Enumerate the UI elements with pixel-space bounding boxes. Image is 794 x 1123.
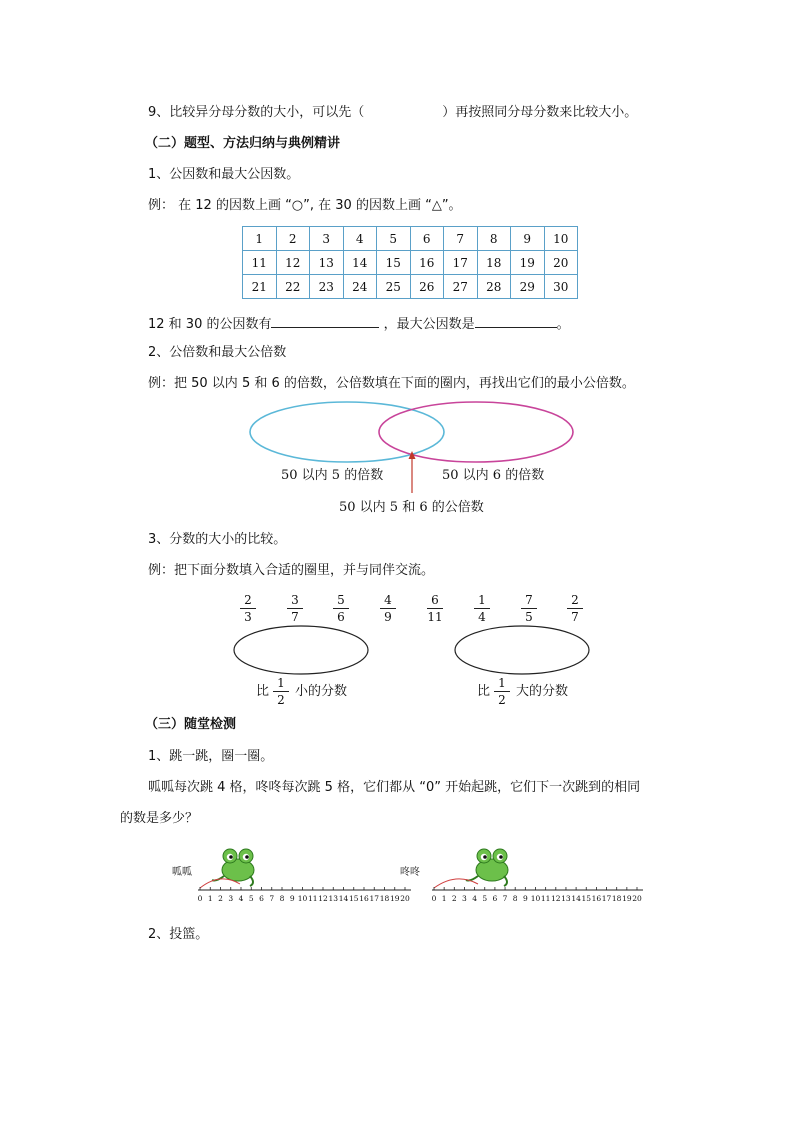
- tick-label-guagua[interactable]: 16: [359, 894, 369, 903]
- fraction-numerator: 6: [431, 593, 439, 607]
- tick-label-guagua[interactable]: 10: [297, 894, 308, 903]
- tick-label-dongdong[interactable]: 5: [482, 894, 488, 903]
- tick-label-dongdong[interactable]: 19: [622, 894, 632, 903]
- half-fraction-right: [490, 676, 514, 707]
- fraction-denominator: 9: [384, 610, 392, 624]
- left-ellipse[interactable]: [250, 402, 444, 462]
- topic-1-example: 例： 在 12 的因数上画 “○”, 在 30 的因数上画 “△”。: [148, 198, 462, 213]
- grid-cell[interactable]: 4: [343, 227, 377, 251]
- fraction-denominator: 5: [525, 610, 533, 624]
- frog-dongdong: [466, 849, 508, 886]
- tick-label-dongdong[interactable]: 1: [441, 894, 447, 903]
- dongdong-label: 咚咚: [400, 867, 420, 878]
- grid-cell[interactable]: 1: [243, 227, 277, 251]
- guagua-label: 呱呱: [172, 867, 192, 878]
- fraction-item[interactable]: [236, 593, 260, 624]
- tick-label-guagua[interactable]: 12: [318, 894, 328, 903]
- half-numerator: 1: [277, 676, 285, 690]
- question-9-text-before: 9、比较异分母分数的大小，可以先（: [148, 105, 365, 120]
- fraction-numerator: 5: [337, 593, 345, 607]
- tick-label-dongdong[interactable]: 16: [591, 894, 602, 903]
- tick-label-guagua[interactable]: 9: [289, 894, 295, 903]
- check-1-problem-line-2: 的数是多少？: [120, 811, 199, 826]
- venn-left-label: 50 以内 5 的倍数: [281, 468, 384, 483]
- grid-cell[interactable]: 16: [410, 251, 444, 275]
- tick-label-dongdong[interactable]: 9: [522, 894, 528, 903]
- topic-3-title: 3、分数的大小的比较。: [148, 532, 287, 547]
- question-9-text-after: ）再按照同分母分数来比较大小。: [442, 105, 638, 120]
- grid-cell[interactable]: 6: [410, 227, 444, 251]
- grid-cell[interactable]: 26: [410, 275, 444, 299]
- fraction-denominator: 7: [291, 610, 299, 624]
- section-2-title: （二）题型、方法归纳与典例精讲: [145, 136, 341, 151]
- common-factors-blank[interactable]: [271, 313, 379, 328]
- fraction-denominator: 6: [337, 610, 345, 624]
- section-3-title: （三）随堂检测: [145, 717, 237, 732]
- grid-cell[interactable]: 3: [310, 227, 344, 251]
- fraction-numerator: 2: [244, 593, 252, 607]
- tick-label-dongdong[interactable]: 8: [512, 894, 518, 903]
- tick-label-dongdong[interactable]: 11: [540, 894, 551, 903]
- tick-label-guagua[interactable]: 2: [218, 894, 223, 903]
- grid-cell[interactable]: 12: [276, 251, 310, 275]
- gcd-blank[interactable]: [475, 313, 557, 328]
- tick-label-dongdong[interactable]: 6: [492, 894, 498, 903]
- tick-label-dongdong[interactable]: 17: [601, 894, 612, 903]
- check-2-title: 2、投篮。: [148, 927, 209, 942]
- question-9: [148, 104, 637, 122]
- number-line-dongdong: [432, 887, 643, 890]
- fraction-item[interactable]: [423, 593, 447, 624]
- fraction-denominator: 11: [427, 610, 443, 624]
- fraction-item[interactable]: [283, 593, 307, 624]
- topic-1-title: 1、公因数和最大公因数。: [148, 167, 300, 182]
- topic-3-example: 例：把下面分数填入合适的圈里，并与同伴交流。: [148, 563, 435, 578]
- grid-cell[interactable]: 11: [243, 251, 277, 275]
- tick-label-dongdong[interactable]: 10: [530, 894, 541, 903]
- grid-cell[interactable]: 22: [276, 275, 310, 299]
- topic-2-example: 例：把 50 以内 5 和 6 的倍数，公倍数填在下面的圈内，再找出它们的最小公倍数。: [148, 376, 635, 391]
- tick-label-dongdong[interactable]: 2: [451, 894, 457, 903]
- grid-cell[interactable]: 30: [544, 275, 578, 299]
- half-denominator: 2: [498, 693, 506, 707]
- grid-cell[interactable]: 15: [377, 251, 411, 275]
- tick-label-dongdong[interactable]: 14: [571, 894, 581, 903]
- fill-end: 。: [556, 317, 570, 332]
- venn-common-label: 50 以内 5 和 6 的公倍数: [339, 500, 484, 515]
- less-than-half-post: 小的分数: [295, 684, 348, 699]
- fraction-numerator: 7: [525, 593, 533, 607]
- fraction-numerator: 2: [571, 593, 579, 607]
- grid-row: [243, 227, 578, 251]
- fraction-item[interactable]: [563, 593, 587, 624]
- grid-cell[interactable]: 14: [343, 251, 377, 275]
- tick-label-guagua[interactable]: 7: [269, 894, 275, 903]
- greater-pre: 比: [477, 684, 491, 699]
- grid-cell[interactable]: 7: [444, 227, 478, 251]
- half-numerator: 1: [498, 676, 506, 690]
- tick-label-guagua[interactable]: 0: [197, 894, 203, 903]
- fraction-ellipses: [0, 622, 794, 682]
- tick-label-guagua[interactable]: 5: [248, 894, 254, 903]
- fraction-denominator: 4: [478, 610, 486, 624]
- tick-label-guagua[interactable]: 17: [369, 894, 380, 903]
- check-1-problem-line-1: 呱呱每次跳 4 格，咚咚每次跳 5 格，它们都从 “0” 开始起跳，它们下一次跳到的相同: [148, 780, 641, 795]
- tick-label-guagua[interactable]: 15: [348, 894, 359, 903]
- less-than-half-ellipse[interactable]: [234, 626, 368, 674]
- grid-cell[interactable]: 21: [243, 275, 277, 299]
- grid-cell[interactable]: 5: [377, 227, 411, 251]
- grid-cell[interactable]: 29: [511, 275, 545, 299]
- half-denominator: 2: [277, 693, 285, 707]
- grid-cell[interactable]: 20: [544, 251, 578, 275]
- less-pre: 比: [256, 684, 270, 699]
- greater-than-half-ellipse[interactable]: [455, 626, 589, 674]
- tick-label-guagua[interactable]: 1: [207, 894, 213, 903]
- fraction-item[interactable]: [329, 593, 353, 624]
- grid-cell[interactable]: 27: [444, 275, 478, 299]
- fraction-numerator: 1: [478, 593, 486, 607]
- tick-label-dongdong[interactable]: 15: [581, 894, 592, 903]
- tick-label-guagua[interactable]: 11: [307, 894, 318, 903]
- right-ellipse[interactable]: [379, 402, 573, 462]
- tick-label-dongdong[interactable]: 20: [632, 894, 642, 903]
- grid-cell[interactable]: 24: [343, 275, 377, 299]
- tick-label-guagua[interactable]: 8: [279, 894, 285, 903]
- tick-label-dongdong[interactable]: 3: [462, 894, 467, 903]
- less-than-half-label: [256, 683, 269, 701]
- grid-cell[interactable]: 2: [276, 227, 310, 251]
- fraction-item[interactable]: [376, 593, 400, 624]
- grid-cell[interactable]: 13: [310, 251, 344, 275]
- tick-label-guagua[interactable]: 19: [389, 894, 400, 903]
- fraction-item[interactable]: [517, 593, 541, 624]
- fraction-item[interactable]: [470, 593, 494, 624]
- tick-label-guagua[interactable]: 20: [400, 894, 410, 903]
- fraction-denominator: 3: [244, 610, 252, 624]
- greater-than-half-post: 大的分数: [516, 684, 569, 699]
- grid-cell[interactable]: 18: [477, 251, 511, 275]
- grid-cell[interactable]: 8: [477, 227, 511, 251]
- number-grid: [242, 226, 578, 299]
- topic-1-fill-in: [148, 313, 570, 334]
- greater-than-half-label: [477, 683, 490, 701]
- tick-label-guagua[interactable]: 14: [338, 894, 349, 903]
- grid-cell[interactable]: 17: [444, 251, 478, 275]
- grid-cell[interactable]: 10: [544, 227, 578, 251]
- grid-row: [243, 251, 578, 275]
- grid-cell[interactable]: 9: [511, 227, 545, 251]
- tick-label-dongdong[interactable]: 7: [502, 894, 508, 903]
- half-fraction-left: [269, 676, 293, 707]
- number-line-guagua: [198, 887, 411, 890]
- tick-label-dongdong[interactable]: 13: [561, 894, 571, 903]
- fraction-denominator: 7: [571, 610, 579, 624]
- tick-label-dongdong[interactable]: 4: [472, 894, 477, 903]
- tick-label-dongdong[interactable]: 0: [431, 894, 437, 903]
- fill-text-1: 12 和 30 的公因数有: [148, 317, 272, 332]
- grid-cell[interactable]: 25: [377, 275, 411, 299]
- fraction-numerator: 3: [291, 593, 299, 607]
- tick-label-guagua[interactable]: 4: [238, 894, 244, 903]
- tick-label-dongdong[interactable]: 12: [551, 894, 561, 903]
- fill-text-2: ，最大公因数是: [383, 317, 475, 332]
- tick-label-guagua[interactable]: 13: [328, 894, 339, 903]
- tick-label-dongdong[interactable]: 18: [611, 894, 622, 903]
- grid-cell[interactable]: 28: [477, 275, 511, 299]
- grid-cell[interactable]: 19: [511, 251, 545, 275]
- venn-right-label: 50 以内 6 的倍数: [442, 468, 545, 483]
- tick-label-guagua[interactable]: 18: [379, 894, 390, 903]
- tick-label-guagua[interactable]: 6: [259, 894, 264, 903]
- check-1-title: 1、跳一跳，圈一圈。: [148, 749, 274, 764]
- fraction-numerator: 4: [384, 593, 392, 607]
- tick-label-guagua[interactable]: 3: [228, 894, 234, 903]
- grid-cell[interactable]: 23: [310, 275, 344, 299]
- grid-row: [243, 275, 578, 299]
- topic-2-title: 2、公倍数和最大公倍数: [148, 345, 287, 360]
